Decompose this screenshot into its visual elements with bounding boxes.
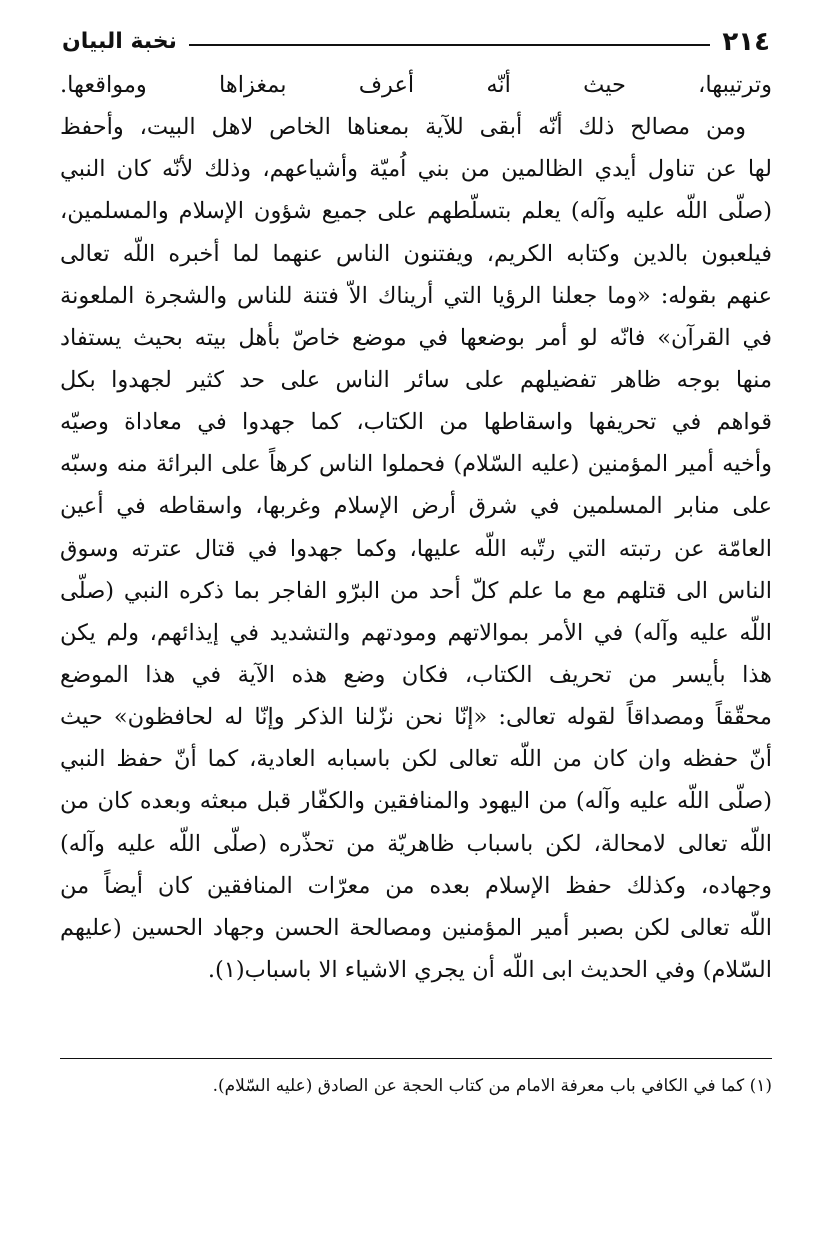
text-line: اللّه تعالى لامحالة، لكن باسباب ظاهريّة من تحذّره (صلّى اللّه عليه وآله) [60,830,772,857]
header-rule [189,44,710,46]
text-line: قواهم في تحريفها واسقاطها من الكتاب، كما جهدوا في معاداة وصيّه [60,409,772,436]
text-line: عنهم بقوله: «وما جعلنا الرؤيا التي أريناك الاّ فتنة للناس والشجرة الملعونة [60,282,772,309]
text-line: فيلعبون بالدين وكتابه الكريم، ويفتنون الناس عنهما لما أخبره اللّه تعالى [60,240,772,267]
text-line: ومن مصالح ذلك أنّه أبقى للآية بمعناها الخاص لاهل البيت، وأحفظ [60,114,746,141]
text-line: العامّة عن رتبته التي رتّبه اللّه عليها، وكما جهدوا في قتال عترته وسوق [60,535,772,562]
running-title: نخبة البيان [62,29,177,54]
body-text [60,64,772,991]
page-number: ٢١٤ [722,27,770,57]
text-line: (صلّى اللّه عليه وآله) يعلم بتسلّطهم على جميع شؤون الإسلام والمسلمين، [60,198,772,225]
text-line: لها عن تناول أيدي الظالمين من بني اُميّة وأشياعهم، وذلك لأنّه كان النبي [60,156,772,183]
text-line: وترتيبها، حيث أنّه أعرف بمغزاها ومواقعها. [60,72,772,98]
page-header [62,22,770,62]
text-line: الناس الى قتلهم مع ما علم كلّ أحد من البرّو الفاجر بما ذكره النبي (صلّى [60,577,772,604]
text-line: السّلام) وفي الحديث ابى اللّه أن يجري الاشياء الا باسباب(١). [207,956,772,983]
text-line: وأخيه أمير المؤمنين (عليه السّلام) فحملوا الناس كرهاً على البرائة منه وسبّه [60,451,772,478]
footnote-separator [60,1058,772,1059]
text-line: منها بوجه ظاهر تفضيلهم على سائر الناس على حد كثير لجهدوا بكل [60,366,772,393]
text-line: اللّه تعالى لكن بصبر أمير المؤمنين ومصالحة الحسن وجهاد الحسين (عليهم [60,914,772,941]
text-line: (صلّى اللّه عليه وآله) من اليهود والمنافقين والكفّار قبل مبعثه وبعده كان من [60,788,772,815]
text-line: محقّقاً ومصداقاً لقوله تعالى: «إنّا نحن نزّلنا الذكر وإنّا له لحافظون» حيث [60,704,772,731]
text-line: هذا بأيسر من تحريف الكتاب، فكان وضع هذه الآية في هذا الموضع [60,661,772,688]
text-line: في القرآن» فانّه لو أمر بوضعها في موضع خاصّ بأهل بيته بحيث يستفاد [60,324,772,351]
text-line: على منابر المسلمين في شرق أرض الإسلام وغربها، واسقاطه في أعين [60,493,772,520]
text-line: أنّ حفظه وان كان من اللّه تعالى لكن باسبابه العادية، كما أنّ حفظ النبي [60,746,772,773]
text-line: اللّه عليه وآله) في الأمر بموالاتهم ومودتهم والتشديد في إيذائهم، ولم يكن [60,619,772,646]
text-line: وجهاده، وكذلك حفظ الإسلام بعده من معرّات المنافقين كان أيضاً من [60,872,772,899]
footnote: (١) كما في الكافي باب معرفة الامام من كتاب الحجة عن الصادق (عليه السّلام). [212,1076,772,1096]
